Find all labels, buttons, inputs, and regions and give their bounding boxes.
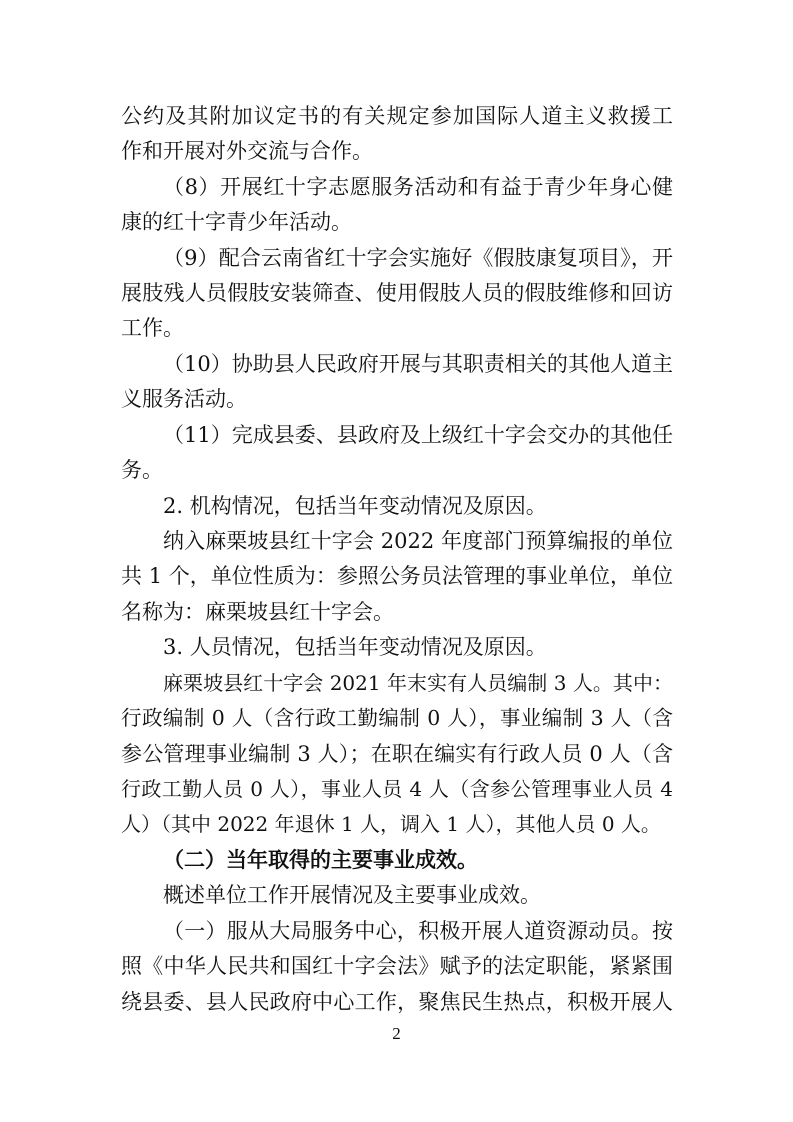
paragraph-line: （9）配合云南省红十字会实施好《假肢康复项目》，开	[163, 246, 673, 270]
paragraph-line: 麻栗坡县红十字会 2021 年末实有人员编制 3 人。其中：	[163, 671, 673, 695]
paragraph-line: 绕县委、县人民政府中心工作，聚焦民生热点，积极开展人	[121, 990, 673, 1014]
paragraph-line: 共 1 个，单位性质为：参照公务员法管理的事业单位，单位	[121, 564, 673, 588]
paragraph-line: 参公管理事业编制 3 人）；在职在编实有行政人员 0 人（含	[121, 742, 673, 766]
section-heading-bold: （二）当年取得的主要事业成效。	[163, 847, 478, 872]
paragraph-line: （一）服从大局服务中心，积极开展人道资源动员。按	[163, 919, 673, 943]
paragraph-line: 纳入麻栗坡县红十字会 2022 年度部门预算编报的单位	[163, 529, 673, 553]
section-heading-line: 3. 人员情况，包括当年变动情况及原因。	[163, 635, 547, 659]
paragraph-line: 概述单位工作开展情况及主要事业成效。	[163, 883, 541, 907]
paragraph-line: 工作。	[121, 316, 184, 340]
paragraph-line: 照《中华人民共和国红十字会法》赋予的法定职能，紧紧围	[121, 954, 673, 978]
paragraph-line: （8）开展红十字志愿服务活动和有益于青少年身心健	[163, 175, 673, 199]
paragraph-line: 名称为：麻栗坡县红十字会。	[121, 600, 394, 624]
paragraph-line: 展肢残人员假肢安装筛查、使用假肢人员的假肢维修和回访	[121, 281, 673, 305]
section-heading-line: 2. 机构情况，包括当年变动情况及原因。	[163, 494, 547, 518]
page-number: 2	[392, 1024, 401, 1043]
paragraph-line: 人）（其中 2022 年退休 1 人，调入 1 人），其他人员 0 人。	[121, 812, 661, 836]
paragraph-line: 康的红十字青少年活动。	[121, 210, 352, 234]
paragraph-line: 务。	[121, 458, 163, 482]
paragraph-line: （11）完成县委、县政府及上级红十字会交办的其他任	[163, 423, 673, 447]
paragraph-line: 公约及其附加议定书的有关规定参加国际人道主义救援工	[121, 104, 673, 128]
paragraph-line: 作和开展对外交流与合作。	[121, 139, 373, 163]
paragraph-line: （10）协助县人民政府开展与其职责相关的其他人道主	[163, 352, 673, 376]
paragraph-line: 行政编制 0 人（含行政工勤编制 0 人），事业编制 3 人（含	[121, 706, 673, 730]
paragraph-line: 义服务活动。	[121, 387, 247, 411]
paragraph-line: 行政工勤人员 0 人），事业人员 4 人（含参公管理事业人员 4	[121, 777, 673, 801]
